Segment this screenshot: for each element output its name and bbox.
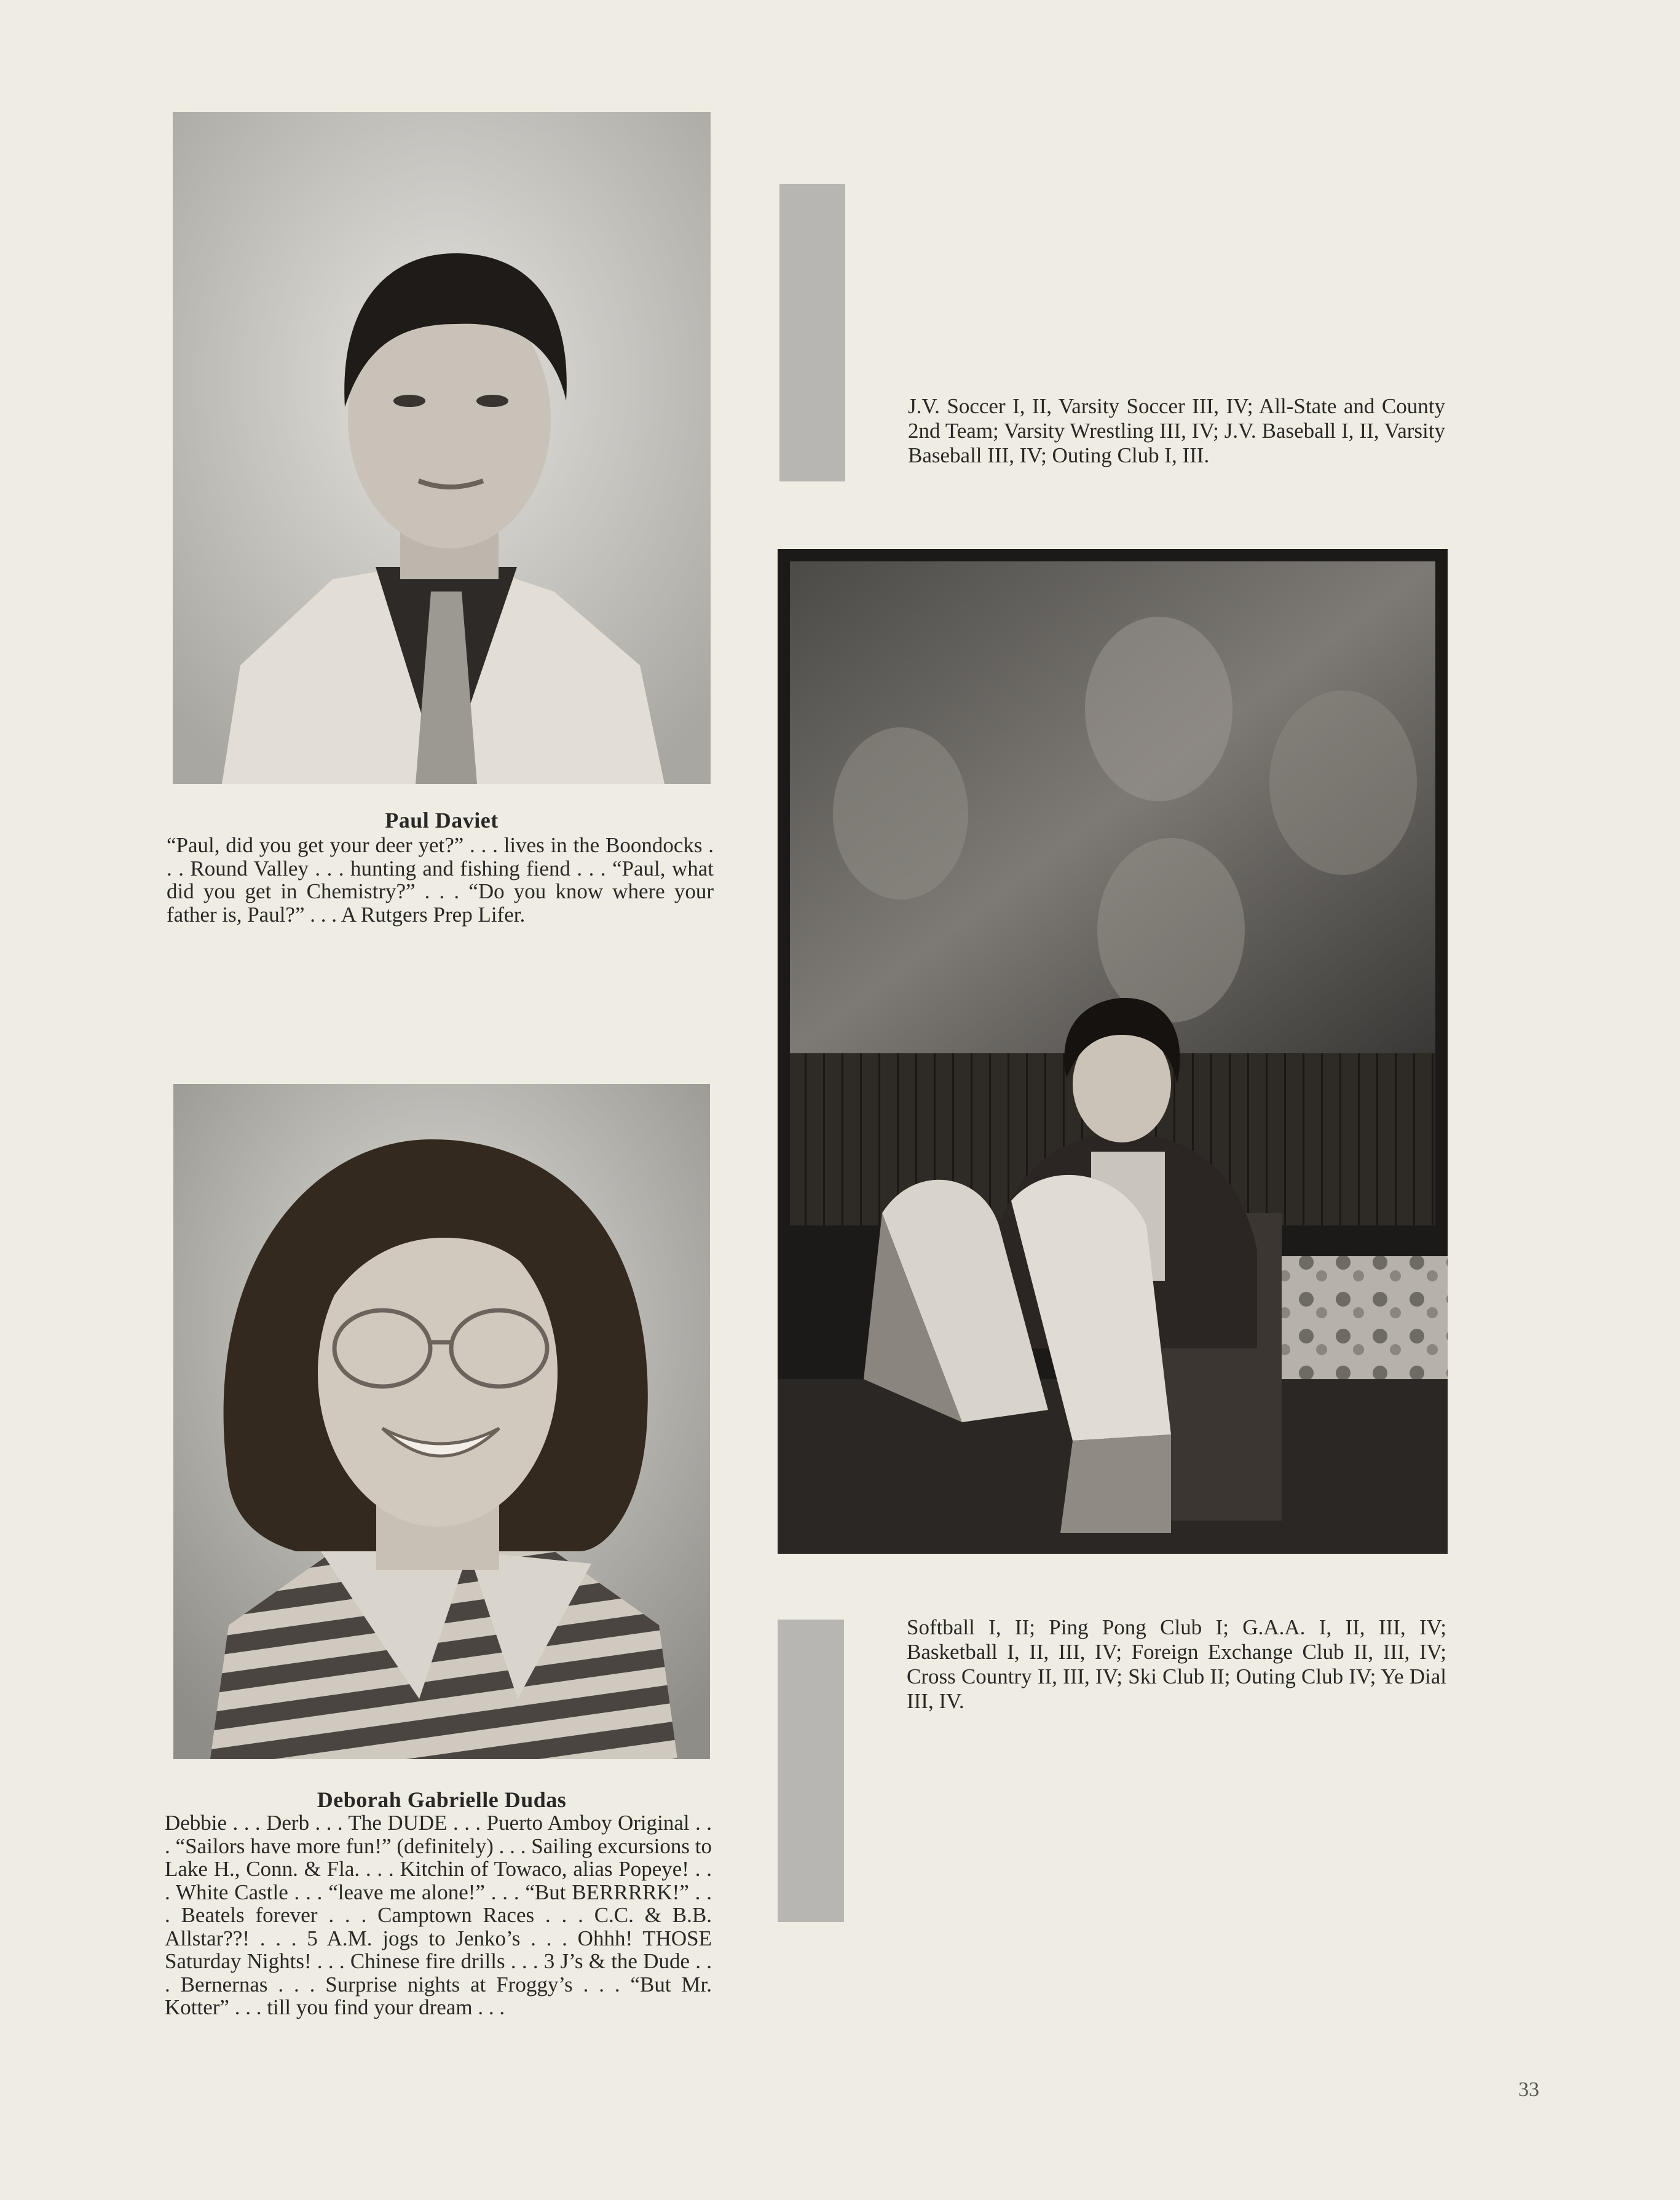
page-number: 33: [1518, 2078, 1539, 2101]
candid-photo-image: [778, 549, 1448, 1554]
portrait-paul-daviet-image: [173, 112, 711, 784]
caption-paul-daviet: [167, 834, 714, 926]
portrait-deborah-dudas-image: [173, 1084, 710, 1759]
candid-photo: [778, 549, 1448, 1554]
portrait-deborah-dudas: [173, 1084, 710, 1759]
accent-bar-top: [779, 184, 845, 481]
caption-deborah-dudas: [165, 1811, 712, 2019]
caption-deborah-dudas-text: Debbie . . . Derb . . . The DUDE . . . Puerto Amboy Original . . . “Sailors have more fun!” (definitely) . . . Sailing excursions to Lake H., Conn. & Fla. . . . Kitchin of Towaco, alias Popeye! . . . White Castle . . . “leave me alone!” . . . “But BERRRRK!” . . . Beatels forever . . . Camptown Races . . . C.C. & B.B. Allstar??! . . . 5 A.M. jogs to Jenko’s . . . Ohhh! THOSE Saturday Nights! . . . Chinese fire drills . . . 3 J’s & the Dude . . . Bernernas . . . Surprise nights at Froggy’s . . . “But Mr. Kotter” . . . till you find your dream . . .: [165, 1811, 712, 2019]
student-name-paul-daviet: Paul Daviet: [385, 808, 499, 833]
student-name-deborah-dudas: Deborah Gabrielle Dudas: [317, 1787, 567, 1812]
accent-bar-bottom: [778, 1620, 844, 1922]
portrait-paul-daviet: [173, 112, 711, 784]
activities-deborah-dudas: Softball I, II; Ping Pong Club I; G.A.A. I, II, III, IV; Basketball I, II, III, IV; Foreign Exchange Club II, III, IV; Cross Country II, III, IV; Ski Club II; Outing Club IV; Ye Dial III, IV.: [907, 1615, 1446, 1713]
caption-paul-daviet-text: “Paul, did you get your deer yet?” . . . lives in the Boondocks . . . Round Valley . . . hunting and fishing fiend . . . “Paul, what did you get in Chemistry?” . . . “Do you know where your father is, Paul?” . . . A Rutgers Prep Lifer.: [167, 833, 714, 927]
activities-paul-daviet: J.V. Soccer I, II, Varsity Soccer III, IV; All-State and County 2nd Team; Varsity Wrestling III, IV; J.V. Baseball I, II, Varsity Baseball III, IV; Outing Club I, III.: [908, 394, 1445, 467]
